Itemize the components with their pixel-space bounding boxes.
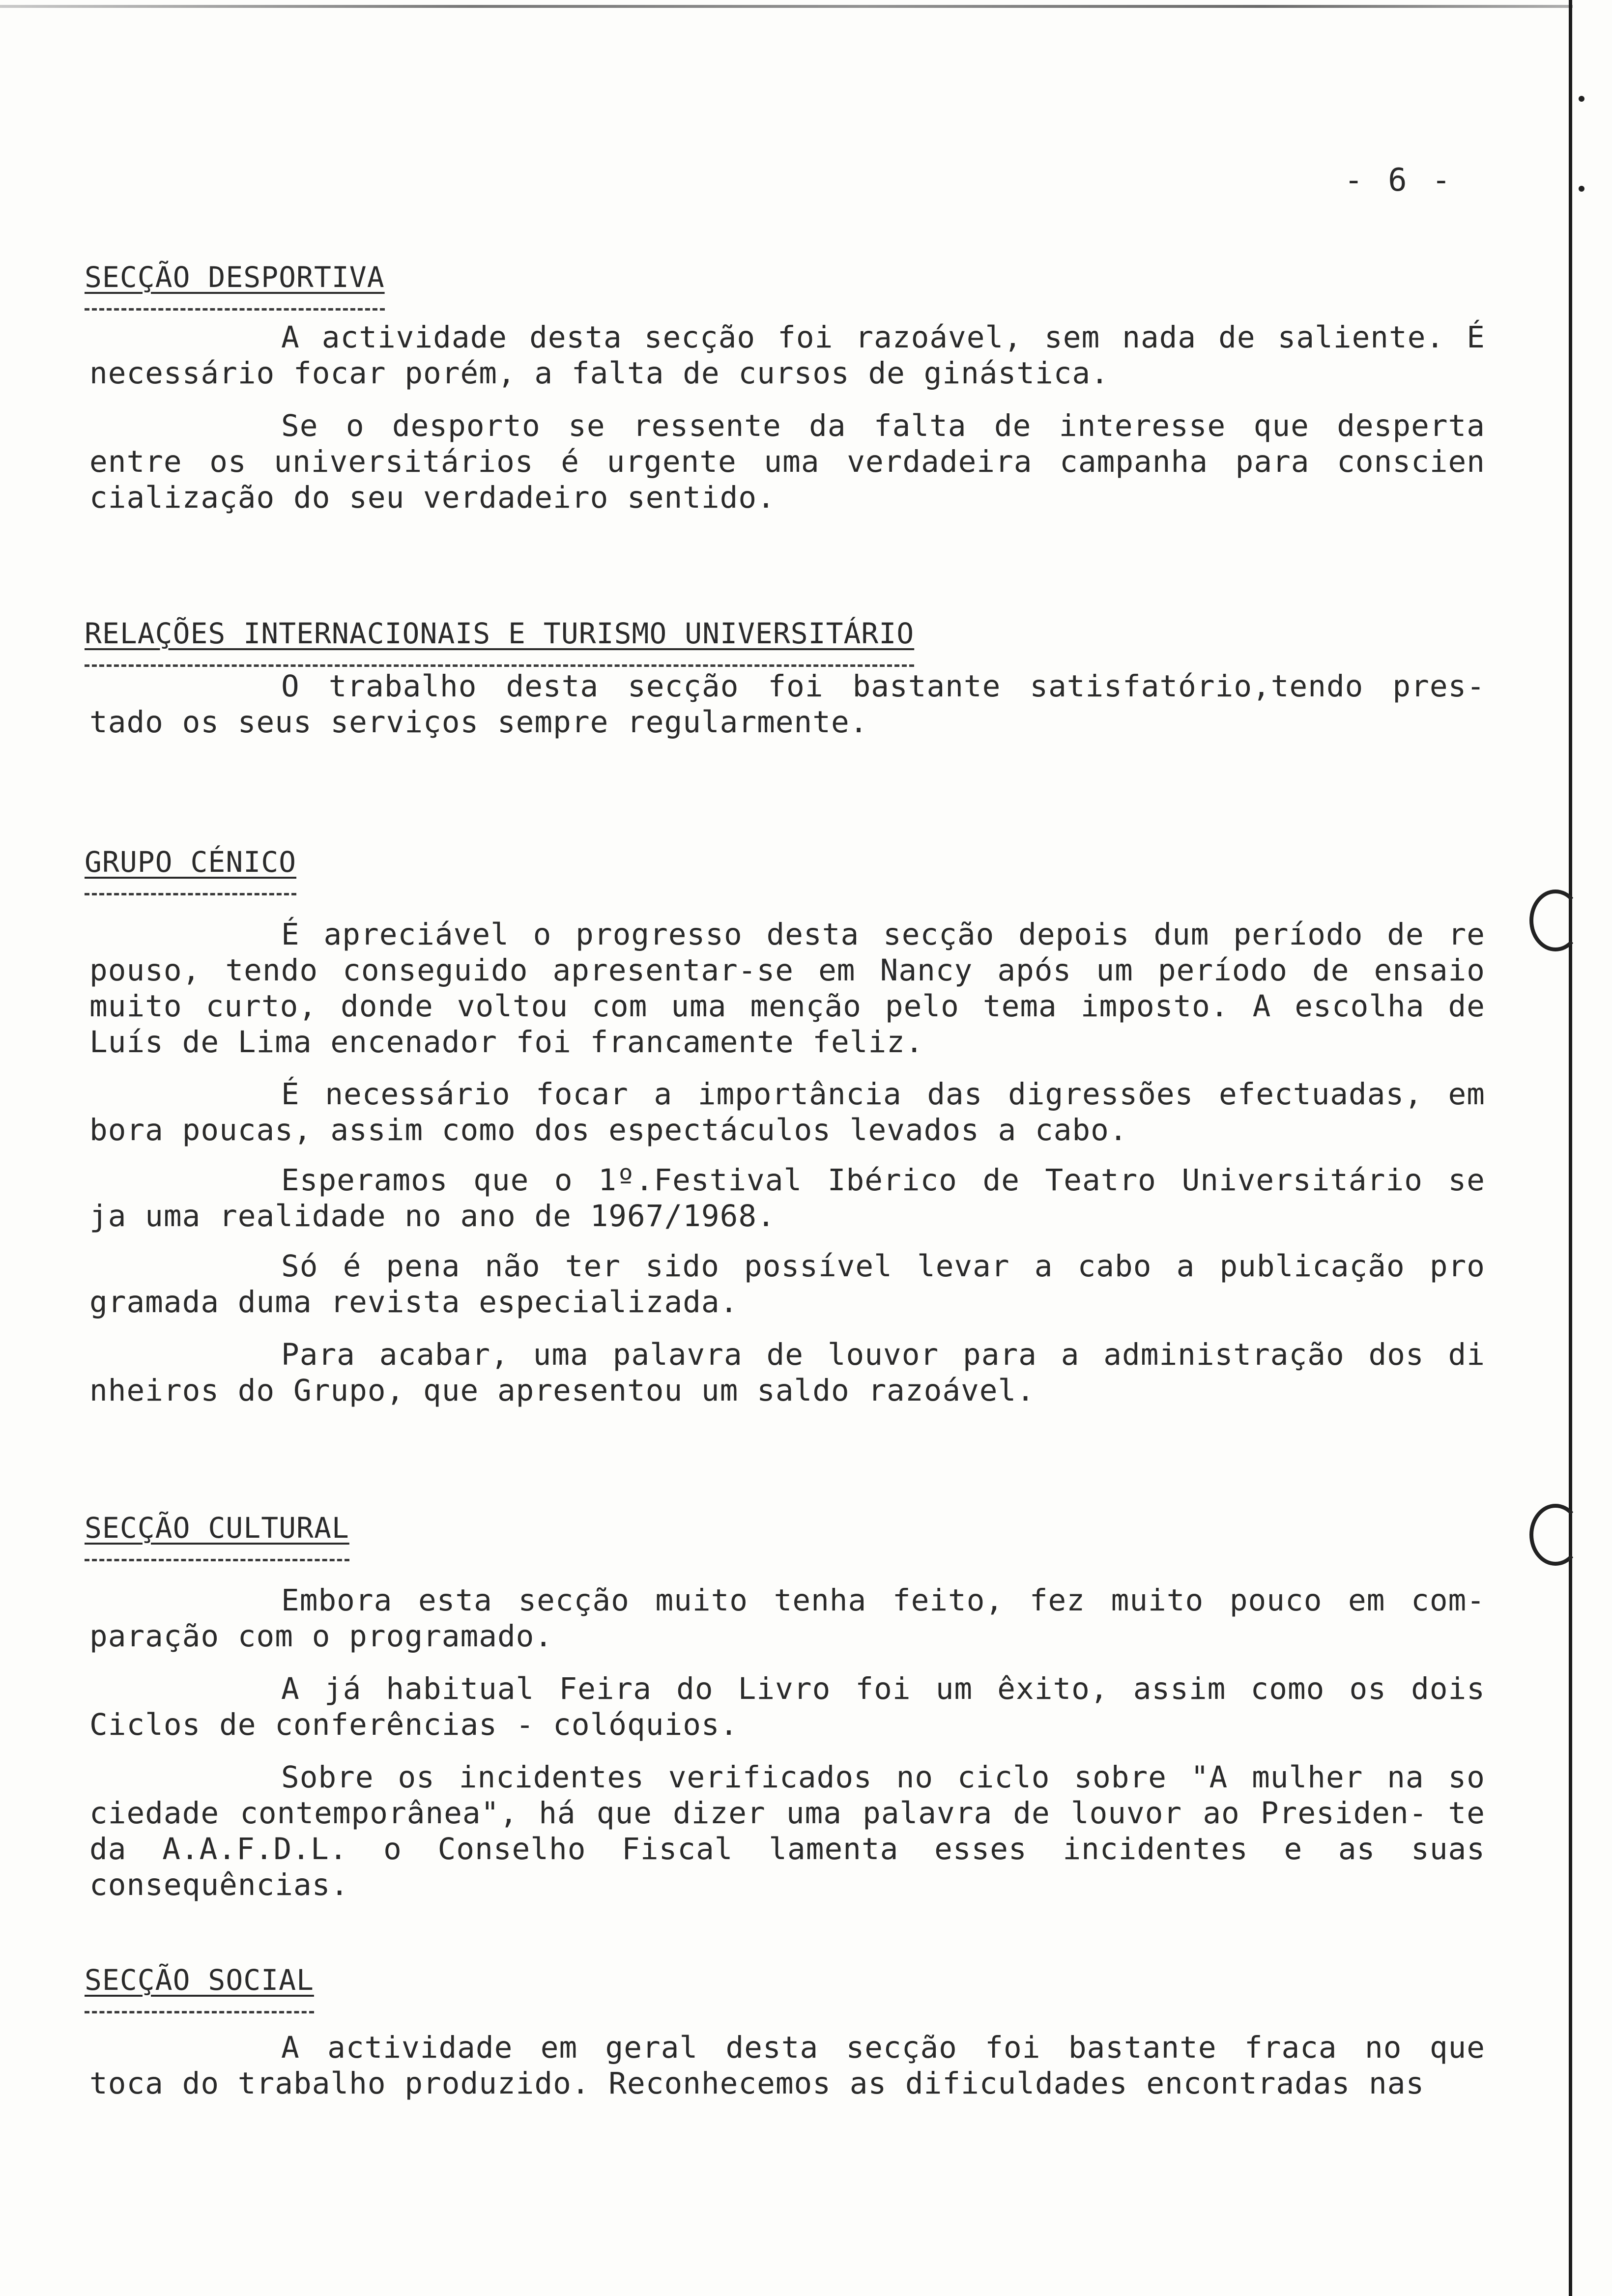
right-edge-rule bbox=[1569, 0, 1572, 2296]
top-edge-rule bbox=[0, 5, 1573, 8]
section-paragraph: O trabalho desta secção foi bastante satisfatório,tendo pres- tado os seus serviços sempre regularmente. bbox=[89, 669, 1485, 740]
section-paragraph: Para acabar, uma palavra de louvor para a administração dos di nheiros do Grupo, que apresentou um saldo razoável. bbox=[89, 1337, 1485, 1408]
page-number: - 6 - bbox=[1344, 162, 1454, 199]
section-paragraph: A actividade em geral desta secção foi bastante fraca no que toca do trabalho produzido. Reconhecemos as dificuldades encontradas nas bbox=[89, 2030, 1485, 2101]
edge-mark bbox=[1579, 96, 1584, 102]
section-paragraph: Só é pena não ter sido possível levar a cabo a publicação pro gramada duma revista especializada. bbox=[89, 1249, 1485, 1320]
section-heading-desportiva: SECÇÃO DESPORTIVA bbox=[85, 260, 385, 294]
edge-mark bbox=[1579, 186, 1584, 192]
section-paragraph: Esperamos que o 1º.Festival Ibérico de Teatro Universitário se ja uma realidade no ano de 1967/1968. bbox=[89, 1163, 1485, 1234]
section-paragraph: A actividade desta secção foi razoável, sem nada de saliente. É necessário focar porém, a falta de cursos de ginástica. bbox=[89, 320, 1485, 391]
binder-hole-top bbox=[1529, 890, 1582, 951]
section-heading-cultural: SECÇÃO CULTURAL bbox=[85, 1511, 349, 1545]
section-heading-social: SECÇÃO SOCIAL bbox=[85, 1963, 314, 1997]
section-heading-grupo-cenico: GRUPO CÉNICO bbox=[85, 845, 297, 879]
section-paragraph: Embora esta secção muito tenha feito, fez muito pouco em com- paração com o programado. bbox=[89, 1583, 1485, 1654]
section-paragraph: É apreciável o progresso desta secção depois dum período de re pouso, tendo conseguido apresentar-se em Nancy após um período de ensaio muito curto, donde voltou com uma menção pelo tema imposto. A escolha de Luís de Lima encenador foi francamente feliz. bbox=[89, 917, 1485, 1060]
section-heading-relacoes-internacionais: RELAÇÕES INTERNACIONAIS E TURISMO UNIVERSITÁRIO bbox=[85, 617, 915, 650]
section-paragraph: Sobre os incidentes verificados no ciclo sobre "A mulher na so ciedade contemporânea", há que dizer uma palavra de louvor ao Presiden- te da A.A.F.D.L. o Conselho Fiscal lamenta esses incidentes e as suas consequências. bbox=[89, 1760, 1485, 1902]
section-paragraph: A já habitual Feira do Livro foi um êxito, assim como os dois Ciclos de conferências - colóquios. bbox=[89, 1671, 1485, 1742]
section-paragraph: Se o desporto se ressente da falta de interesse que desperta entre os universitários é urgente uma verdadeira campanha para conscien cialização do seu verdadeiro sentido. bbox=[89, 408, 1485, 515]
binder-hole-bottom bbox=[1529, 1504, 1582, 1566]
section-paragraph: É necessário focar a importância das digressões efectuadas, em bora poucas, assim como dos espectáculos levados a cabo. bbox=[89, 1077, 1485, 1148]
